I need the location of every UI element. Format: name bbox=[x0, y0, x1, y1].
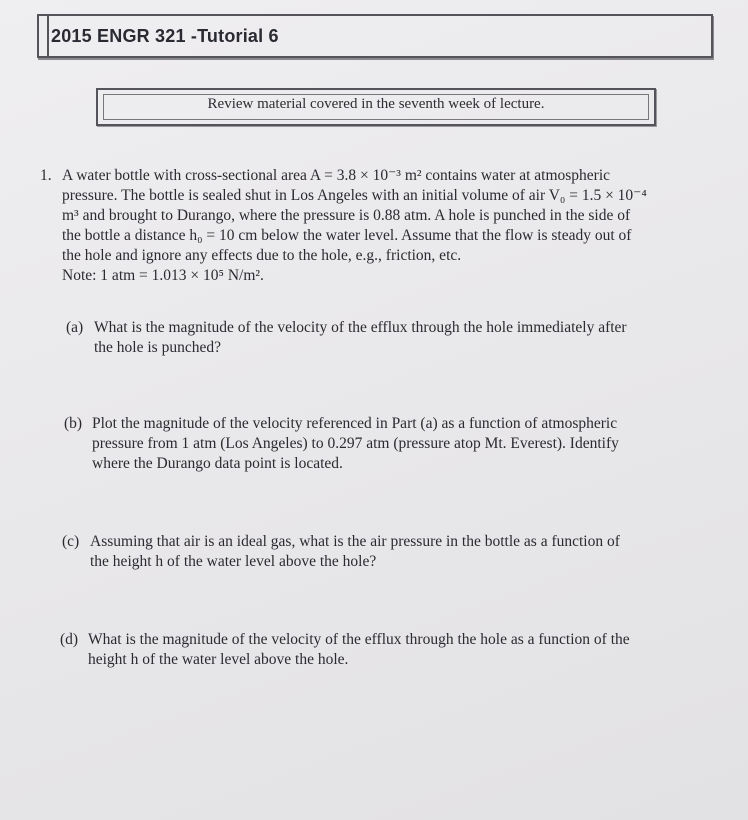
part-line: the hole is punched? bbox=[94, 339, 221, 356]
title-box bbox=[37, 14, 713, 58]
part-line: height h of the water level above the hole. bbox=[88, 651, 349, 668]
part-question bbox=[88, 630, 630, 670]
subtitle: Review material covered in the seventh week of lecture. bbox=[207, 96, 545, 112]
problem-line: the bottle a distance h₀ = 10 cm below the water level. Assume that the flow is steady out of bbox=[62, 227, 632, 244]
problem-line: the hole and ignore any effects due to the hole, e.g., friction, etc. bbox=[62, 247, 462, 264]
problem-note: Note: 1 atm = 1.013 × 10⁵ N/m². bbox=[62, 267, 264, 284]
part-line: What is the magnitude of the velocity of the efflux through the hole as a function of the bbox=[88, 631, 630, 648]
problem-line: A water bottle with cross-sectional area A = 3.8 × 10⁻³ m² contains water at atmospheric bbox=[62, 167, 611, 184]
page-title: 2015 ENGR 321 -Tutorial 6 bbox=[51, 26, 279, 46]
part-line: where the Durango data point is located. bbox=[92, 455, 343, 472]
part-label: (b) bbox=[64, 415, 83, 432]
problem-statement bbox=[62, 166, 734, 286]
problem-number: 1. bbox=[40, 167, 52, 184]
subtitle-box bbox=[96, 88, 656, 126]
part-line: Plot the magnitude of the velocity referenced in Part (a) as a function of atmospheric bbox=[92, 415, 618, 432]
part-label: (d) bbox=[60, 631, 79, 648]
part-question bbox=[92, 414, 619, 474]
problem-line: m³ and brought to Durango, where the pressure is 0.88 atm. A hole is punched in the side of bbox=[62, 207, 631, 224]
part-line: pressure from 1 atm (Los Angeles) to 0.297 atm (pressure atop Mt. Everest). Identify bbox=[92, 435, 619, 452]
part-line: What is the magnitude of the velocity of the efflux through the hole immediately after bbox=[94, 319, 627, 336]
problem-line: pressure. The bottle is sealed shut in Los Angeles with an initial volume of air V₀ = 1.5 × 10⁻⁴ bbox=[62, 187, 647, 204]
part-label: (a) bbox=[66, 319, 84, 336]
part-question bbox=[94, 318, 627, 358]
part-line: Assuming that air is an ideal gas, what is the air pressure in the bottle as a function of bbox=[90, 533, 620, 550]
part-line: the height h of the water level above the hole? bbox=[90, 553, 377, 570]
part-question bbox=[90, 532, 620, 572]
part-label: (c) bbox=[62, 533, 80, 550]
